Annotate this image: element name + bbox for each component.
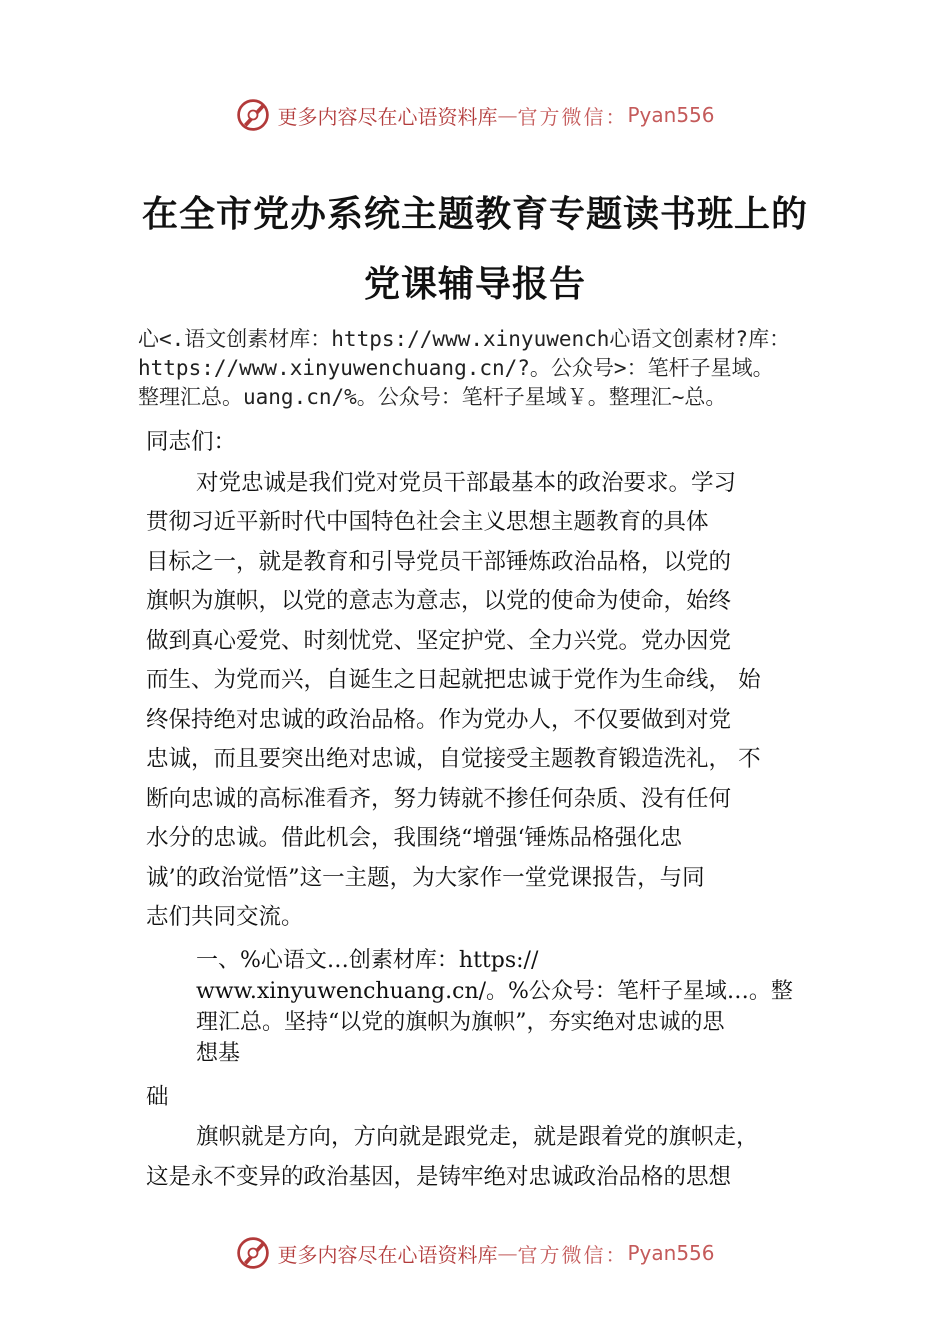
paragraph-line: 而生、为党而兴，自诞生之日起就把忠诚于党作为生命线， 始 <box>146 667 761 693</box>
paragraph-line: 志们共同交流。 <box>146 904 304 930</box>
banner-wechat-label: 官方微信： <box>517 1242 628 1267</box>
brand-logo-icon <box>235 97 271 133</box>
banner-text: 更多内容尽在心语资料库 <box>277 104 498 129</box>
source-line: 心<.语文创素材库：https://www.xinyuwench心语文创素材?库： <box>138 327 791 351</box>
footer-banner <box>0 1233 950 1273</box>
header-banner <box>0 95 950 135</box>
paragraph-line: 终保持绝对忠诚的政治品格。作为党办人，不仅要做到对党 <box>146 707 732 733</box>
paragraph-line: 贯彻习近平新时代中国特色社会主义思想主题教育的具体 <box>146 509 709 535</box>
banner-separator: — <box>497 1241 518 1265</box>
document-title-line2: 党课辅导报告 <box>363 263 586 305</box>
paragraph-line: 旗帜为旗帜，以党的意志为意志，以党的使命为使命，始终 <box>146 588 732 614</box>
banner-wechat-label: 官方微信： <box>517 104 628 129</box>
paragraph-line: 水分的忠诚。借此机会，我围绕“增强‘锤炼品格强化忠 <box>146 825 683 851</box>
source-line: https://www.xinyuwenchuang.cn/?。公众号>：笔杆子星域。 <box>138 356 774 380</box>
banner-separator: — <box>497 103 518 127</box>
source-line: 整理汇总。uang.cn/%。公众号：笔杆子星域￥。整理汇~总。 <box>138 385 727 409</box>
paragraph-line: 对党忠诚是我们党对党员干部最基本的政治要求。学习 <box>196 470 737 496</box>
paragraph-line: 诚’的政治觉悟”这一主题，为大家作一堂党课报告，与同 <box>146 865 705 891</box>
paragraph-line: 目标之一，就是教育和引导党员干部锤炼政治品格，以党的 <box>146 549 732 575</box>
section-heading-line: www.xinyuwenchuang.cn/。%公众号：笔杆子星域…。整 <box>196 979 793 1004</box>
document-title-line1: 在全市党办系统主题教育专题读书班上的 <box>141 193 808 235</box>
section-heading-line: 理汇总。坚持“以党的旗帜为旗帜”，夯实绝对忠诚的思 <box>196 1010 725 1035</box>
banner-wechat-id: Pyan556 <box>627 1241 715 1265</box>
banner-text: 更多内容尽在心语资料库 <box>277 1242 498 1267</box>
paragraph-line: 旗帜就是方向，方向就是跟党走，就是跟着党的旗帜走， <box>196 1124 759 1150</box>
paragraph-line: 忠诚，而且要突出绝对忠诚，自觉接受主题教育锻造洗礼， 不 <box>146 746 761 772</box>
salutation: 同志们： <box>146 429 237 455</box>
section-heading-line: 想基 <box>196 1041 241 1066</box>
brand-logo-icon <box>235 1235 271 1271</box>
banner-wechat-id: Pyan556 <box>627 103 715 127</box>
paragraph-line: 做到真心爱党、时刻忧党、坚定护党、全力兴党。党办因党 <box>146 628 732 654</box>
paragraph-line: 这是永不变异的政治基因，是铸牢绝对忠诚政治品格的思想 <box>146 1164 732 1190</box>
section-heading-line: 一、%心语文…创素材库：https:// <box>196 948 539 973</box>
paragraph-line: 断向忠诚的高标准看齐，努力铸就不掺任何杂质、没有任何 <box>146 786 732 812</box>
section-heading-tail: 础 <box>146 1084 169 1110</box>
